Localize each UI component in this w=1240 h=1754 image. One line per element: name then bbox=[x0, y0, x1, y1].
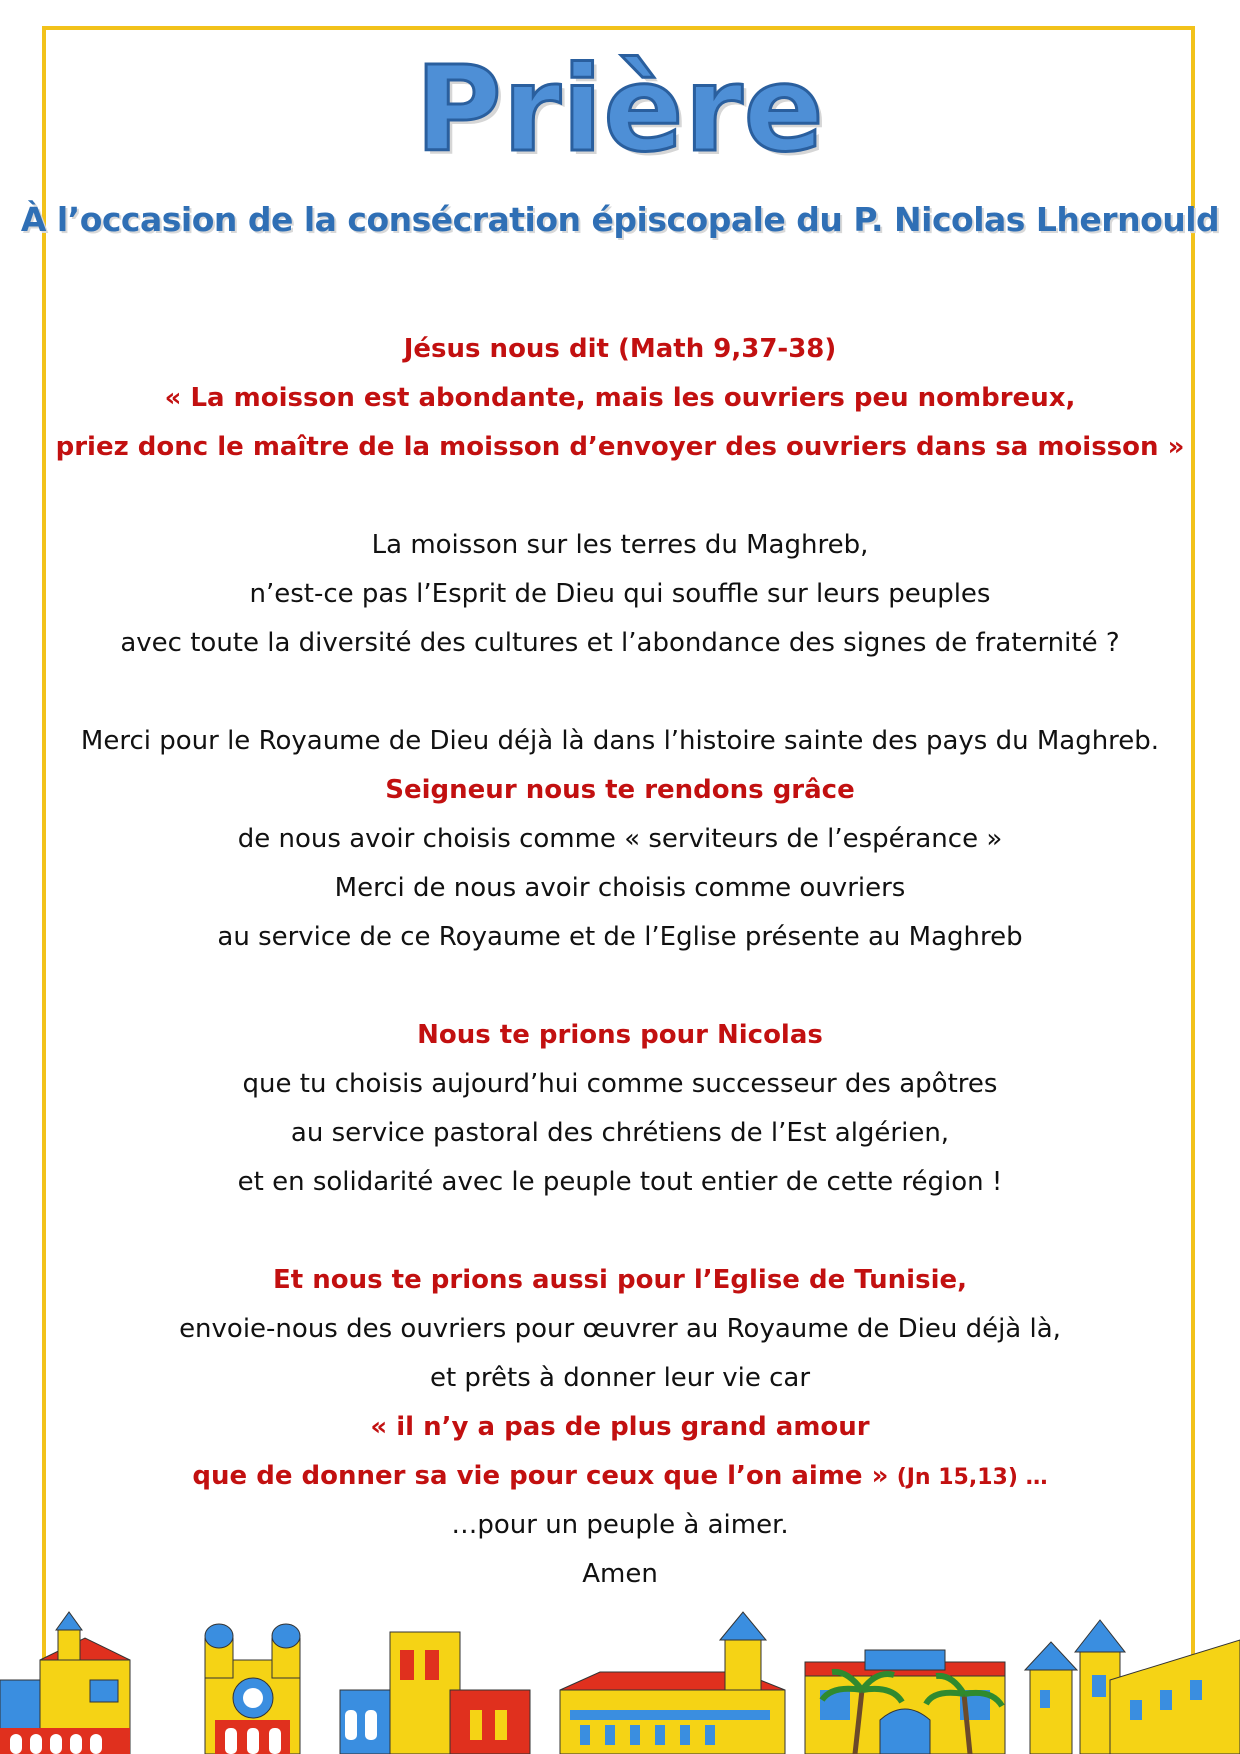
prayer-body bbox=[50, 325, 1190, 1599]
stanza4-heading: Et nous te prions aussi pour l’Eglise de Tunisie, bbox=[273, 1265, 967, 1295]
stanza4-line-2: et prêts à donner leur vie car bbox=[429, 1363, 811, 1393]
page-title: Prière bbox=[415, 40, 825, 178]
building-domed bbox=[805, 1650, 1005, 1754]
stanza3-heading: Nous te prions pour Nicolas bbox=[417, 1020, 823, 1050]
quote-ellipsis: … bbox=[1017, 1465, 1048, 1490]
quote-line-2: que de donner sa vie pour ceux que l’on aime » bbox=[192, 1461, 889, 1491]
page-subtitle: À l’occasion de la consécration épiscopale du P. Nicolas Lhernould bbox=[20, 200, 1220, 239]
stanza2-heading: Seigneur nous te rendons grâce bbox=[385, 775, 855, 805]
stanza1-line-2: n’est-ce pas l’Esprit de Dieu qui souffle sur leurs peuples bbox=[249, 579, 991, 609]
stanza2-line-1: de nous avoir choisis comme « serviteurs de l’espérance » bbox=[237, 824, 1003, 854]
quote-line-1: « il n’y a pas de plus grand amour bbox=[370, 1412, 870, 1442]
building-tower bbox=[340, 1632, 530, 1754]
stanza2-intro: Merci pour le Royaume de Dieu déjà là dans l’histoire sainte des pays du Maghreb. bbox=[80, 726, 1160, 756]
amen: Amen bbox=[582, 1559, 658, 1589]
quote-reference: (Jn 15,13) bbox=[896, 1465, 1018, 1490]
stanza3-line-3: et en solidarité avec le peuple tout entier de cette région ! bbox=[237, 1167, 1003, 1197]
verse-line-2: priez donc le maître de la moisson d’envoyer des ouvriers dans sa moisson » bbox=[55, 432, 1185, 462]
building-hall bbox=[560, 1612, 785, 1754]
stanza1-line-3: avec toute la diversité des cultures et l’abondance des signes de fraternité ? bbox=[120, 628, 1120, 658]
quote-line-2-row bbox=[50, 1452, 1190, 1501]
closing-line: …pour un peuple à aimer. bbox=[451, 1510, 789, 1540]
stanza3-line-2: au service pastoral des chrétiens de l’Est algérien, bbox=[290, 1118, 950, 1148]
verse-line-1: « La moisson est abondante, mais les ouvriers peu nombreux, bbox=[164, 383, 1076, 413]
stanza3-line-1: que tu choisis aujourd’hui comme successeur des apôtres bbox=[242, 1069, 998, 1099]
stanza2-line-3: au service de ce Royaume et de l’Eglise présente au Maghreb bbox=[217, 922, 1023, 952]
stanza2-line-2: Merci de nous avoir choisis comme ouvriers bbox=[334, 873, 906, 903]
stanza1-line-1: La moisson sur les terres du Maghreb, bbox=[371, 530, 869, 560]
city-skyline-illustration bbox=[0, 1610, 1240, 1754]
stanza4-line-1: envoie-nous des ouvriers pour œuvrer au Royaume de Dieu déjà là, bbox=[179, 1314, 1061, 1344]
building-left bbox=[0, 1612, 130, 1754]
building-cathedral bbox=[205, 1624, 300, 1754]
verse-reference: Jésus nous dit (Math 9,37-38) bbox=[403, 334, 837, 364]
building-right-church bbox=[1025, 1620, 1240, 1754]
